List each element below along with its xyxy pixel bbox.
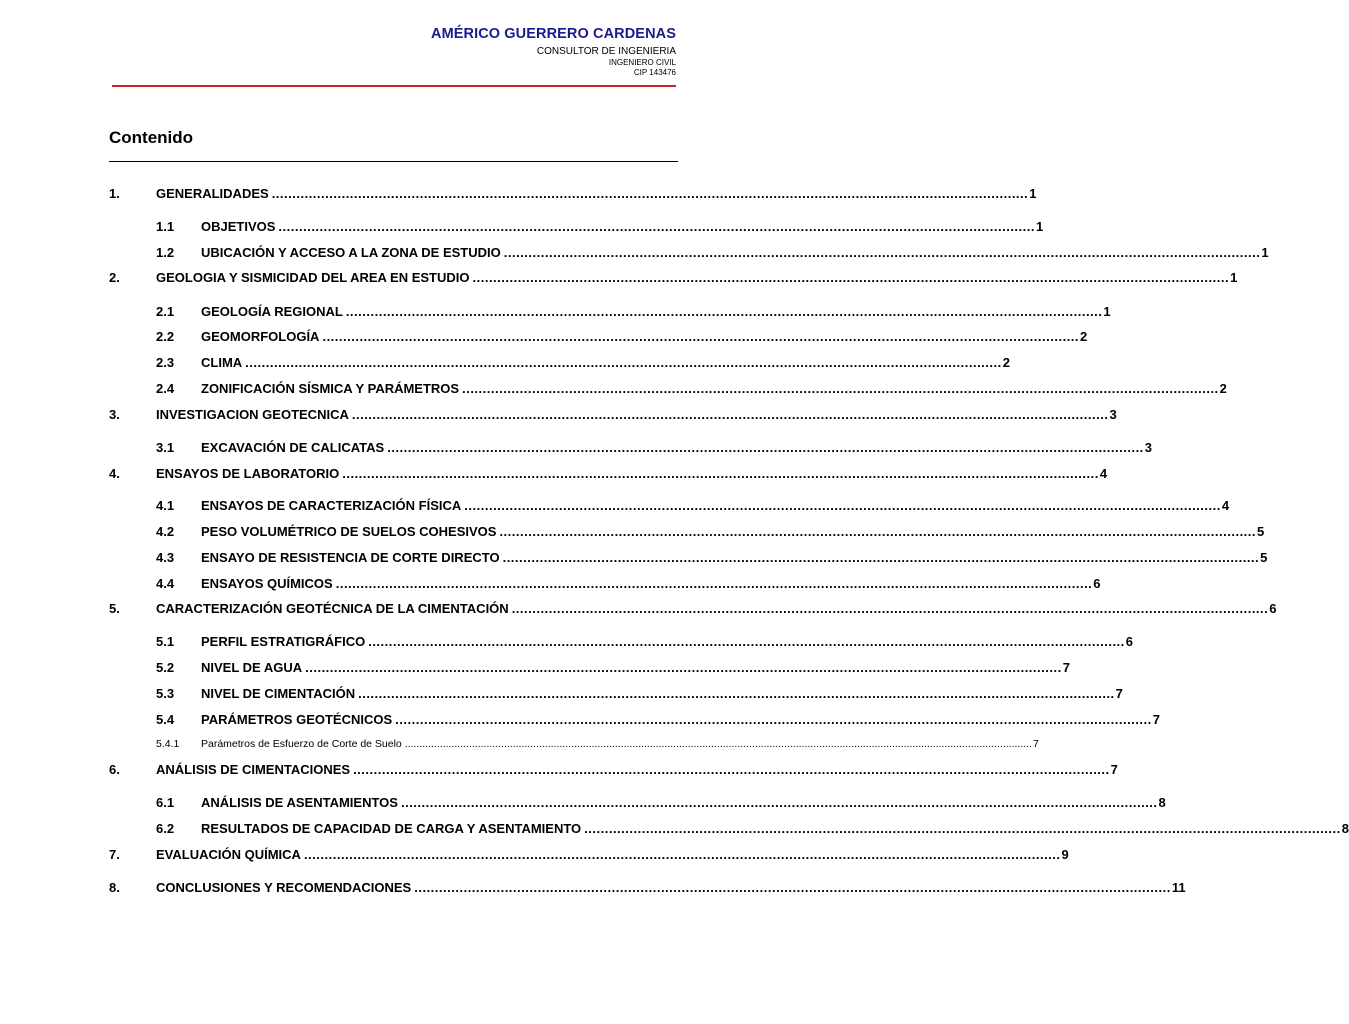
toc-number: 4. xyxy=(109,466,120,481)
toc-number: 5.3 xyxy=(156,686,175,701)
toc-entry[interactable]: 1. GENERALIDADES ........................................................................................................................................................................................ 1 xyxy=(109,186,1037,201)
toc-number: 2.1 xyxy=(156,304,175,319)
toc-page: 4 xyxy=(1221,498,1230,513)
toc-page: 6 xyxy=(1269,601,1277,616)
toc-label: NIVEL DE CIMENTACIÓN xyxy=(201,686,356,701)
title-divider xyxy=(109,161,678,162)
toc-page: 1 xyxy=(1036,219,1044,234)
toc-entry[interactable]: 5.4.1 Parámetros de Esfuerzo de Corte de Suelo ....................................................................................................................................................................................................................... 7 xyxy=(156,738,1039,750)
toc-entry[interactable]: 7. EVALUACIÓN QUÍMICA ........................................................................................................................................................................................ 9 xyxy=(109,847,1069,862)
toc-label: ANÁLISIS DE ASENTAMIENTOS xyxy=(201,795,398,810)
toc-page: 11 xyxy=(1171,880,1186,895)
author-role: CONSULTOR DE INGENIERIA xyxy=(536,46,676,57)
toc-entry[interactable]: 3. INVESTIGACION GEOTECNICA ........................................................................................................................................................................................ 3 xyxy=(109,407,1117,422)
toc-entry[interactable]: 2.4 ZONIFICACIÓN SÍSMICA Y PARÁMETROS ........................................................................................................................................................................................ 2 xyxy=(156,381,1227,396)
toc-label: PERFIL ESTRATIGRÁFICO xyxy=(201,634,366,649)
toc-page: 8 xyxy=(1341,821,1349,836)
toc-label: ENSAYO DE RESISTENCIA DE CORTE DIRECTO xyxy=(201,550,500,565)
toc-page: 6 xyxy=(1125,634,1134,649)
toc-page: 1 xyxy=(1230,270,1238,285)
toc-label: RESULTADOS DE CAPACIDAD DE CARGA Y ASENTAMIENTO xyxy=(201,821,582,836)
toc-number: 4.2 xyxy=(156,524,175,539)
toc-number: 8. xyxy=(109,880,120,895)
toc-number: 2.4 xyxy=(156,381,175,396)
toc-entry[interactable]: 3.1 EXCAVACIÓN DE CALICATAS ........................................................................................................................................................................................ 3 xyxy=(156,440,1153,455)
toc-label: ANÁLISIS DE CIMENTACIONES xyxy=(156,762,351,777)
toc-label: PESO VOLUMÉTRICO DE SUELOS COHESIVOS xyxy=(201,524,497,539)
toc-page: 2 xyxy=(1002,355,1010,370)
toc-entry[interactable]: 5. CARACTERIZACIÓN GEOTÉCNICA DE LA CIMENTACIÓN ........................................................................................................................................................................................ 6 xyxy=(109,601,1277,616)
toc-page: 3 xyxy=(1144,440,1153,455)
toc-number: 5. xyxy=(109,601,120,616)
toc-entry[interactable]: 4.2 PESO VOLUMÉTRICO DE SUELOS COHESIVOS ........................................................................................................................................................................................ 5 xyxy=(156,524,1265,539)
toc-entry[interactable]: 6.2 RESULTADOS DE CAPACIDAD DE CARGA Y ASENTAMIENTO ........................................................................................................................................................................................ 8 xyxy=(156,821,1349,836)
toc-label: GENERALIDADES xyxy=(156,186,269,201)
toc-entry[interactable]: 1.2 UBICACIÓN Y ACCESO A LA ZONA DE ESTUDIO ........................................................................................................................................................................................ 1 xyxy=(156,245,1269,260)
toc-number: 6.1 xyxy=(156,795,175,810)
author-title: INGENIERO CIVIL xyxy=(608,58,676,67)
header-divider xyxy=(112,85,676,87)
toc-number: 4.1 xyxy=(156,498,175,513)
toc-page: 2 xyxy=(1080,329,1088,344)
toc-page: 5 xyxy=(1260,550,1268,565)
toc-entry[interactable]: 5.1 PERFIL ESTRATIGRÁFICO ........................................................................................................................................................................................ 6 xyxy=(156,634,1134,649)
toc-number: 5.1 xyxy=(156,634,175,649)
toc-label: Parámetros de Esfuerzo de Corte de Suelo xyxy=(201,738,402,750)
toc-page: 7 xyxy=(1152,712,1160,727)
toc-label: ZONIFICACIÓN SÍSMICA Y PARÁMETROS xyxy=(201,381,460,396)
author-license: CIP 143476 xyxy=(633,68,676,77)
toc-label: EVALUACIÓN QUÍMICA xyxy=(156,847,301,862)
toc-number: 5.4.1 xyxy=(156,738,180,750)
toc-entry[interactable]: 4. ENSAYOS DE LABORATORIO ........................................................................................................................................................................................ 4 xyxy=(109,466,1108,481)
toc-number: 1.2 xyxy=(156,245,175,260)
toc-entry[interactable]: 4.3 ENSAYO DE RESISTENCIA DE CORTE DIRECTO ........................................................................................................................................................................................ 5 xyxy=(156,550,1268,565)
toc-entry[interactable]: 2.2 GEOMORFOLOGÍA ........................................................................................................................................................................................ 2 xyxy=(156,329,1088,344)
toc-number: 4.4 xyxy=(156,576,175,591)
toc-label: NIVEL DE AGUA xyxy=(201,660,303,675)
toc-number: 6. xyxy=(109,762,120,777)
toc-page: 1 xyxy=(1029,186,1037,201)
toc-number: 5.4 xyxy=(156,712,175,727)
toc-page: 9 xyxy=(1061,847,1069,862)
toc-page: 2 xyxy=(1219,381,1227,396)
toc-entry[interactable]: 2.3 CLIMA ........................................................................................................................................................................................ 2 xyxy=(156,355,1010,370)
toc-label: EXCAVACIÓN DE CALICATAS xyxy=(201,440,385,455)
toc-label: PARÁMETROS GEOTÉCNICOS xyxy=(201,712,393,727)
toc-entry[interactable]: 2. GEOLOGIA Y SISMICIDAD DEL AREA EN ESTUDIO ........................................................................................................................................................................................ 1 xyxy=(109,270,1238,285)
toc-entry[interactable]: 5.3 NIVEL DE CIMENTACIÓN ........................................................................................................................................................................................ 7 xyxy=(156,686,1123,701)
toc-entry[interactable]: 5.4 PARÁMETROS GEOTÉCNICOS ........................................................................................................................................................................................ 7 xyxy=(156,712,1160,727)
toc-label: ENSAYOS QUÍMICOS xyxy=(201,576,333,591)
toc-number: 2.3 xyxy=(156,355,175,370)
toc-label: GEOLOGIA Y SISMICIDAD DEL AREA EN ESTUDIO xyxy=(156,270,470,285)
toc-label: ENSAYOS DE LABORATORIO xyxy=(156,466,340,481)
toc-number: 4.3 xyxy=(156,550,175,565)
author-name: AMÉRICO GUERRERO CARDENAS xyxy=(431,26,676,42)
letterhead xyxy=(431,26,676,78)
toc-entry[interactable]: 6. ANÁLISIS DE CIMENTACIONES ........................................................................................................................................................................................ 7 xyxy=(109,762,1118,777)
toc-label: INVESTIGACION GEOTECNICA xyxy=(156,407,349,422)
page-title: Contenido xyxy=(109,128,194,147)
toc-entry[interactable]: 8. CONCLUSIONES Y RECOMENDACIONES ........................................................................................................................................................................................ 11 xyxy=(109,880,1186,895)
toc-label: OBJETIVOS xyxy=(201,219,276,234)
toc-number: 3. xyxy=(109,407,120,422)
toc-number: 2.2 xyxy=(156,329,175,344)
toc-label: CONCLUSIONES Y RECOMENDACIONES xyxy=(156,880,412,895)
toc-number: 1. xyxy=(109,186,120,201)
toc-page: 7 xyxy=(1110,762,1118,777)
toc-entry[interactable]: 4.1 ENSAYOS DE CARACTERIZACIÓN FÍSICA ........................................................................................................................................................................................ 4 xyxy=(156,498,1230,513)
toc-number: 6.2 xyxy=(156,821,175,836)
toc-page: 3 xyxy=(1109,407,1117,422)
toc-entry[interactable]: 2.1 GEOLOGÍA REGIONAL ........................................................................................................................................................................................ 1 xyxy=(156,304,1111,319)
toc-number: 5.2 xyxy=(156,660,175,675)
toc-page: 4 xyxy=(1099,466,1108,481)
toc-page: 6 xyxy=(1093,576,1101,591)
toc-label: GEOMORFOLOGÍA xyxy=(201,329,320,344)
toc-label: UBICACIÓN Y ACCESO A LA ZONA DE ESTUDIO xyxy=(201,245,501,260)
toc-label: GEOLOGÍA REGIONAL xyxy=(201,304,343,319)
toc-label: CLIMA xyxy=(201,355,243,370)
toc-page: 8 xyxy=(1158,795,1166,810)
toc-label: ENSAYOS DE CARACTERIZACIÓN FÍSICA xyxy=(201,498,462,513)
toc-page: 1 xyxy=(1261,245,1269,260)
toc-entry[interactable]: 5.2 NIVEL DE AGUA ........................................................................................................................................................................................ 7 xyxy=(156,660,1070,675)
toc-page: 5 xyxy=(1257,524,1265,539)
toc-entry[interactable]: 4.4 ENSAYOS QUÍMICOS ........................................................................................................................................................................................ 6 xyxy=(156,576,1101,591)
toc-page: 7 xyxy=(1033,738,1039,750)
toc-page: 1 xyxy=(1103,304,1111,319)
toc-number: 7. xyxy=(109,847,120,862)
toc-number: 2. xyxy=(109,270,120,285)
toc-label: CARACTERIZACIÓN GEOTÉCNICA DE LA CIMENTACIÓN xyxy=(156,601,509,616)
toc-page: 7 xyxy=(1115,686,1123,701)
toc-entry[interactable]: 6.1 ANÁLISIS DE ASENTAMIENTOS ........................................................................................................................................................................................ 8 xyxy=(156,795,1166,810)
toc-number: 3.1 xyxy=(156,440,175,455)
toc-page: 7 xyxy=(1062,660,1070,675)
toc-number: 1.1 xyxy=(156,219,175,234)
toc-entry[interactable]: 1.1 OBJETIVOS ........................................................................................................................................................................................ 1 xyxy=(156,219,1044,234)
